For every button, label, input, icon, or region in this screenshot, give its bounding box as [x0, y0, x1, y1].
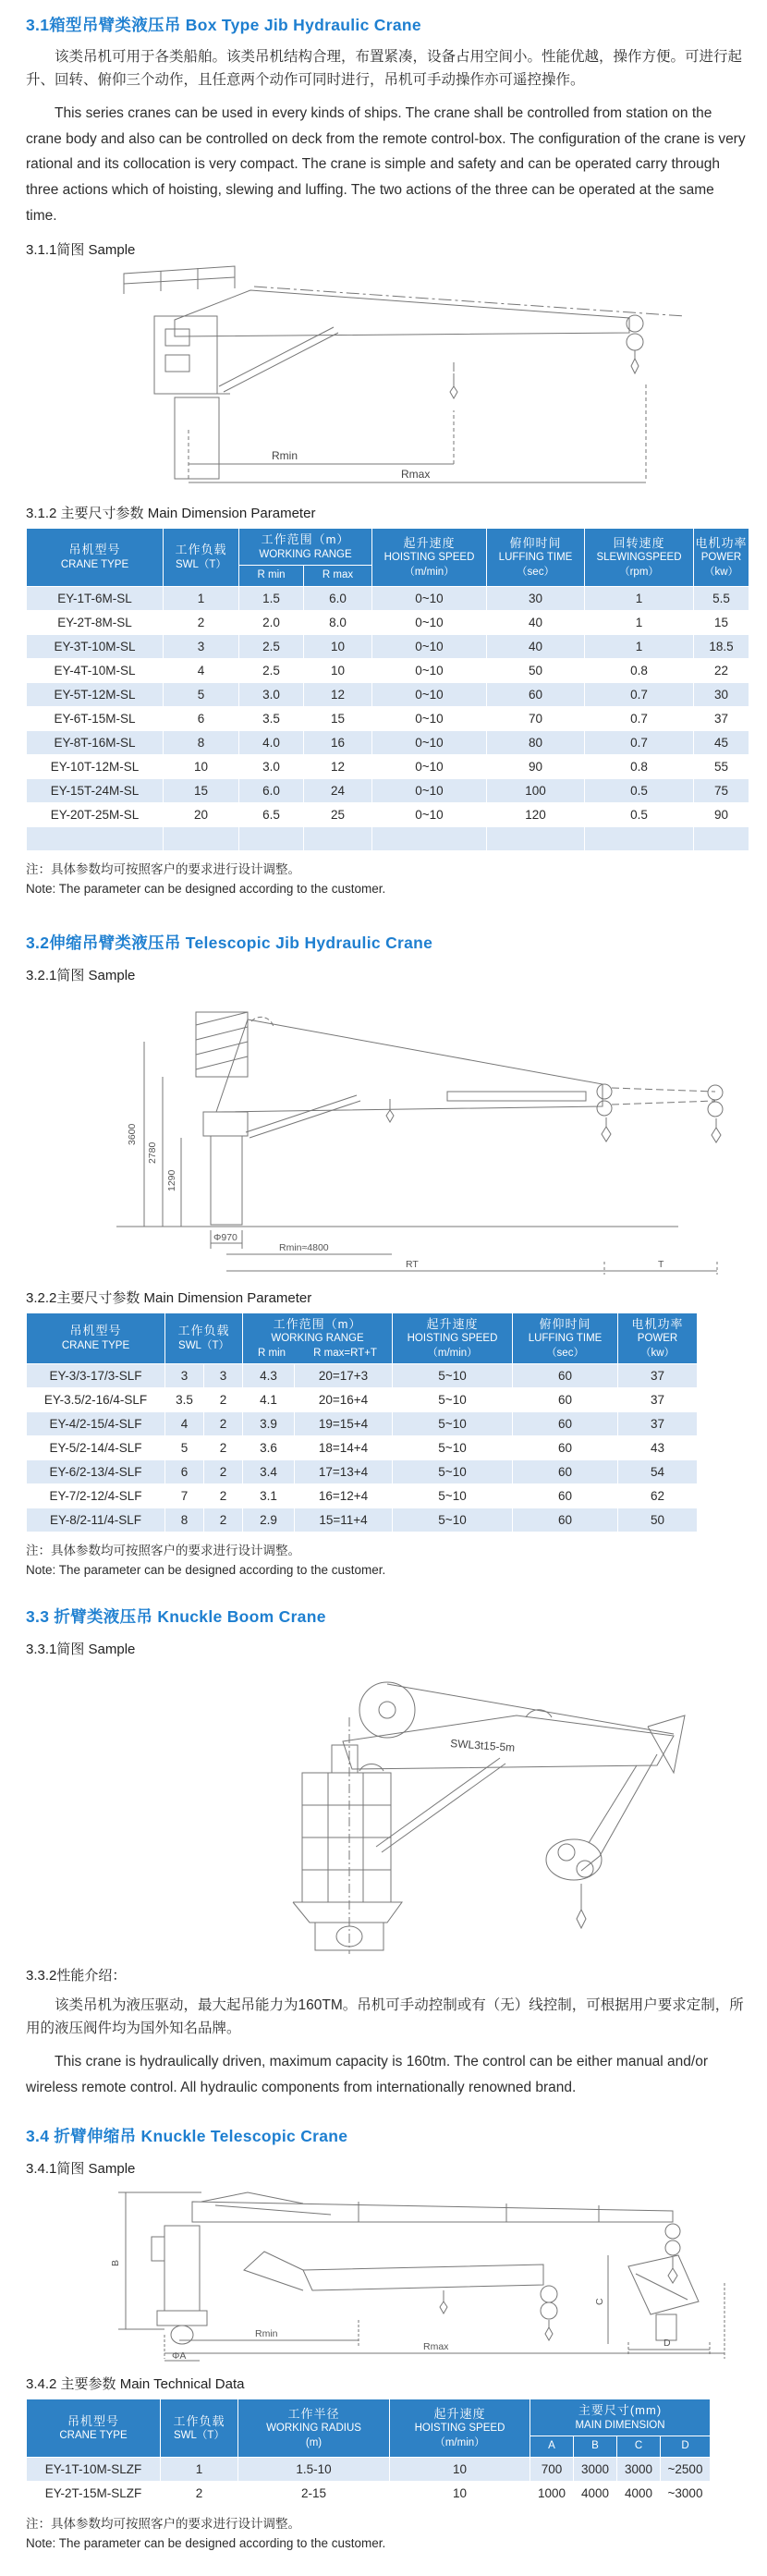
table-row [27, 778, 749, 802]
dim-label-rmin: Rmin [255, 2328, 278, 2340]
table-cell: 8 [164, 730, 239, 754]
col-r-max: R max [304, 566, 372, 587]
section-3-1-title: 3.1箱型吊臂类液压吊 Box Type Jib Hydraulic Crane [26, 16, 421, 34]
table-cell: 1 [161, 2457, 238, 2481]
table-row [27, 682, 749, 706]
table-cell: 80 [487, 730, 585, 754]
mini-hook [386, 1099, 394, 1122]
table-cell: 100 [487, 778, 585, 802]
pedestal [211, 1136, 242, 1225]
col-working-range: 工作范围（m） WORKING RANGE R min R max=RT+T [243, 1312, 393, 1364]
table-cell: 12 [304, 682, 372, 706]
table-cell: 15=11+4 [295, 1508, 393, 1532]
table-cell: 3000 [617, 2457, 661, 2481]
table-cell: 3.9 [243, 1412, 295, 1436]
dim-label-rmin: Rmin [272, 449, 298, 463]
table-cell: 7 [165, 1484, 204, 1508]
table-cell: 3 [165, 1364, 204, 1388]
table-row [27, 706, 749, 730]
table-cell: EY-5/2-14/4-SLF [27, 1436, 165, 1460]
table-header [27, 529, 749, 587]
table-row [27, 586, 749, 610]
table-cell: 2-15 [238, 2481, 390, 2505]
mini-hook [450, 373, 457, 398]
col-main-dimension: 主要尺寸(mm) MAIN DIMENSION [530, 2399, 711, 2436]
table-cell: 40 [487, 634, 585, 658]
dim-label-d: D [664, 2338, 671, 2350]
table-cell: EY-10T-12M-SL [27, 754, 164, 778]
table-cell: 0.7 [585, 730, 694, 754]
table-cell: 3.5 [165, 1388, 204, 1412]
note-en: Note: The parameter can be designed according to the customer. [26, 881, 386, 896]
table-cell: 1.5 [239, 586, 304, 610]
table-cell: EY-4T-10M-SL [27, 658, 164, 682]
table-cell: 24 [304, 778, 372, 802]
table-cell: 1000 [530, 2481, 574, 2505]
jib-arm-inner [589, 1765, 637, 1843]
section-3-3-performance-label: 3.3.2性能介绍： [26, 1967, 127, 1984]
table-cell: 0~10 [372, 754, 487, 778]
table-body [27, 2457, 711, 2505]
dim-label-rmin: Rmin≈4800 [279, 1241, 329, 1253]
table-row [27, 1364, 698, 1388]
table-cell: 0~10 [372, 682, 487, 706]
knuckle-boom-crane-diagram [82, 1662, 692, 1954]
note [26, 1542, 749, 1581]
table-cell: 90 [487, 754, 585, 778]
table-cell: 19=15+4 [295, 1412, 393, 1436]
table-cell: 90 [694, 802, 749, 826]
section-3-4-sample-label: 3.4.1简图 Sample [26, 2161, 136, 2178]
table-cell: 10 [304, 634, 372, 658]
col-crane-type: 吊机型号 CRANE TYPE [27, 2399, 161, 2458]
table-cell: 3 [164, 634, 239, 658]
table-cell: 0~10 [372, 610, 487, 634]
table-cell: 30 [694, 682, 749, 706]
hook [577, 1910, 586, 1928]
table-cell: 0~10 [372, 586, 487, 610]
luffing-cylinder [224, 333, 338, 392]
box-crane-parameter-table [26, 528, 749, 851]
table-cell: 37 [618, 1364, 698, 1388]
table-cell: 60 [513, 1388, 618, 1412]
note-zh: 注：具体参数均可按照客户的要求进行设计调整。 [26, 861, 300, 876]
table-row [27, 826, 749, 850]
pedestal [164, 2226, 200, 2311]
table-cell: 3.0 [239, 682, 304, 706]
hook [631, 350, 639, 373]
table-cell: 8.0 [304, 610, 372, 634]
col-luffing-time: 俯仰时间 LUFFING TIME （sec） [513, 1312, 618, 1364]
table-cell: 15 [694, 610, 749, 634]
table-cell: EY-8/2-11/4-SLF [27, 1508, 165, 1532]
table-cell: EY-7/2-12/4-SLF [27, 1484, 165, 1508]
table-cell: EY-1T-6M-SL [27, 586, 164, 610]
knuckle-telescopic-crane-diagram [26, 2181, 752, 2362]
table-cell: ~3000 [661, 2481, 711, 2505]
table-cell [487, 826, 585, 850]
table-cell: 3.5 [239, 706, 304, 730]
table-cell: 3.6 [243, 1436, 295, 1460]
col-power: 电机功率 POWER （kw） [618, 1312, 698, 1364]
table-cell: 0~10 [372, 778, 487, 802]
table-body [27, 1364, 698, 1532]
table-cell: EY-8T-16M-SL [27, 730, 164, 754]
table-cell: 60 [513, 1484, 618, 1508]
table-cell: 2.5 [239, 658, 304, 682]
knuckle-telescopic-parameter-table [26, 2399, 711, 2506]
table-cell: 5~10 [393, 1436, 513, 1460]
table-cell: 1 [585, 610, 694, 634]
hook-extended [712, 1118, 721, 1142]
table-body [27, 586, 749, 850]
table-cell: 2 [161, 2481, 238, 2505]
section-3-1-paragraph-zh: 该类吊机可用于各类船舶。该类吊机结构合理，布置紧凑，设备占用空间小。性能优越，操作方便。可进行起升、回转、俯仰三个动作，且任意两个动作可同时进行，吊机可手动操作亦可遥控操作。 [26, 49, 743, 89]
table-cell: 4.3 [243, 1364, 295, 1388]
jib-arm-outer [581, 1754, 657, 1871]
telescopic-crane-parameter-table [26, 1312, 698, 1533]
table-cell: 6.0 [304, 586, 372, 610]
box-jib-crane-diagram [36, 262, 738, 492]
table-cell: EY-3T-10M-SL [27, 634, 164, 658]
table-cell: 4000 [617, 2481, 661, 2505]
table-cell: 62 [618, 1484, 698, 1508]
table-cell: 5~10 [393, 1412, 513, 1436]
table-cell: 0~10 [372, 706, 487, 730]
note-zh: 注：具体参数均可按照客户的要求进行设计调整。 [26, 2516, 300, 2531]
table-cell: 0~10 [372, 730, 487, 754]
table-cell: 37 [694, 706, 749, 730]
table-cell: 43 [618, 1436, 698, 1460]
table-row [27, 802, 749, 826]
table-cell: 0~10 [372, 634, 487, 658]
table-cell: EY-1T-10M-SLZF [27, 2457, 161, 2481]
col-r-min: R min [239, 566, 304, 587]
boom [216, 1019, 603, 1112]
table-cell: 2 [204, 1508, 243, 1532]
table-cell: 5~10 [393, 1364, 513, 1388]
table-cell: 50 [618, 1508, 698, 1532]
table-cell: 10 [390, 2457, 530, 2481]
table-cell: 2 [204, 1460, 243, 1484]
table-row [27, 1460, 698, 1484]
col-crane-type: 吊机型号 CRANE TYPE [27, 1312, 165, 1364]
col-power: 电机功率 POWER （kw） [694, 529, 749, 587]
table-cell: 4 [165, 1412, 204, 1436]
section-3-4-table-label: 3.4.2 主要参数 Main Technical Data [26, 2376, 245, 2393]
table-cell: 16 [304, 730, 372, 754]
table-cell: 1 [164, 586, 239, 610]
extended-boom [192, 2202, 673, 2222]
table-cell: EY-20T-25M-SL [27, 802, 164, 826]
dim-label-rmax: Rmax [401, 468, 431, 482]
table-cell [164, 826, 239, 850]
dim-label-rt: RT [406, 1258, 419, 1270]
dim-label-2780: 2780 [147, 1141, 158, 1164]
dim-label-b: B [110, 2260, 121, 2267]
table-cell: EY-5T-12M-SL [27, 682, 164, 706]
col-dim-a: A [530, 2436, 574, 2458]
table-cell: 5.5 [694, 586, 749, 610]
table-row [27, 610, 749, 634]
table-cell: EY-15T-24M-SL [27, 778, 164, 802]
table-cell: 4.1 [243, 1388, 295, 1412]
dim-label-rmax: Rmax [423, 2341, 449, 2353]
table-cell: 10 [164, 754, 239, 778]
table-cell: 5 [165, 1436, 204, 1460]
note-zh: 注：具体参数均可按照客户的要求进行设计调整。 [26, 1544, 300, 1558]
table-cell: 5~10 [393, 1388, 513, 1412]
table-cell: 6 [164, 706, 239, 730]
table-cell: 70 [487, 706, 585, 730]
table-cell: 60 [513, 1460, 618, 1484]
table-row [27, 658, 749, 682]
section-3-2-sample-label: 3.2.1简图 Sample [26, 967, 136, 983]
col-luffing-time: 俯仰时间 LUFFING TIME （sec） [487, 529, 585, 587]
table-cell: 4000 [574, 2481, 617, 2505]
table-row [27, 730, 749, 754]
table-cell: 8 [165, 1508, 204, 1532]
hook-mid [545, 2320, 553, 2340]
table-cell: 60 [513, 1508, 618, 1532]
col-swl: 工作负载 SWL（T） [161, 2399, 238, 2458]
table-cell: 75 [694, 778, 749, 802]
table-cell: 60 [487, 682, 585, 706]
section-3-3-paragraph-zh: 该类吊机为液压驱动，最大起吊能力为160TM。吊机可手动控制或有（无）线控制，可根据用户要求定制，所用的液压阀件均为国外知名品牌。 [26, 1996, 744, 2037]
mid-knuckle [244, 2252, 303, 2290]
table-cell: 3.4 [243, 1460, 295, 1484]
col-dim-d: D [661, 2436, 711, 2458]
table-cell: 6 [165, 1460, 204, 1484]
table-cell: 0~10 [372, 802, 487, 826]
luffing-cylinder [250, 1101, 360, 1138]
table-cell: 18.5 [694, 634, 749, 658]
table-cell: 30 [487, 586, 585, 610]
luffing-cylinder [382, 1764, 505, 1852]
table-cell: 16=12+4 [295, 1484, 393, 1508]
dim-label-1290: 1290 [166, 1169, 177, 1191]
section-3-2-title: 3.2伸缩吊臂类液压吊 Telescopic Jib Hydraulic Crane [26, 933, 433, 952]
col-dim-c: C [617, 2436, 661, 2458]
section-3-4-title: 3.4 折臂伸缩吊 Knuckle Telescopic Crane [26, 2127, 348, 2146]
table-cell: 2 [204, 1484, 243, 1508]
col-working-range: 工作范围（m） WORKING RANGE [239, 529, 372, 566]
table-cell: 5 [164, 682, 239, 706]
table-cell: EY-2T-8M-SL [27, 610, 164, 634]
mid-boom [303, 2265, 543, 2290]
table-cell: 0.8 [585, 754, 694, 778]
boom-swl-text: SWL3t15-5m [449, 1736, 516, 1754]
table-cell: 6.5 [239, 802, 304, 826]
table-cell: 0.5 [585, 778, 694, 802]
table-cell: 60 [513, 1412, 618, 1436]
table-cell: 17=13+4 [295, 1460, 393, 1484]
table-cell: 3000 [574, 2457, 617, 2481]
table-cell: 45 [694, 730, 749, 754]
hook-main [602, 1117, 611, 1141]
table-cell: 1 [585, 634, 694, 658]
mini-hook [440, 2290, 447, 2314]
table-cell: 20=16+4 [295, 1388, 393, 1412]
dim-label-3600: 3600 [127, 1123, 138, 1145]
table-cell: 54 [618, 1460, 698, 1484]
table-cell: 2.9 [243, 1508, 295, 1532]
table-cell: 0.7 [585, 706, 694, 730]
table-cell: 2 [204, 1388, 243, 1412]
col-dim-b: B [574, 2436, 617, 2458]
dim-label-c: C [594, 2298, 605, 2306]
note [26, 861, 749, 899]
note-en: Note: The parameter can be designed according to the customer. [26, 1563, 386, 1578]
dim-label-phia: ΦA [172, 2350, 187, 2362]
table-cell: EY-3.5/2-16/4-SLF [27, 1388, 165, 1412]
col-crane-type: 吊机型号 CRANE TYPE [27, 529, 164, 587]
section-3-3-title: 3.3 折臂类液压吊 Knuckle Boom Crane [26, 1606, 326, 1626]
table-row [27, 1388, 698, 1412]
table-cell: 18=14+4 [295, 1436, 393, 1460]
col-hoisting-speed: 起升速度 HOISTING SPEED （m/min） [372, 529, 487, 587]
note-en: Note: The parameter can be designed according to the customer. [26, 2535, 386, 2550]
table-cell: 12 [304, 754, 372, 778]
table-cell [304, 826, 372, 850]
table-cell [27, 826, 164, 850]
table-cell: 25 [304, 802, 372, 826]
table-cell: 20=17+3 [295, 1364, 393, 1388]
table-cell [694, 826, 749, 850]
table-cell: 55 [694, 754, 749, 778]
hook-extended [668, 2257, 677, 2283]
table-cell: 2.5 [239, 634, 304, 658]
table-header [27, 1312, 698, 1364]
table-cell: 3 [204, 1364, 243, 1388]
table-cell: 4 [164, 658, 239, 682]
table-cell: 0.8 [585, 658, 694, 682]
table-header [27, 2399, 711, 2458]
table-cell: 700 [530, 2457, 574, 2481]
table-row [27, 2481, 711, 2505]
section-3-3-sample-label: 3.3.1简图 Sample [26, 1641, 136, 1657]
table-cell: 1.5-10 [238, 2457, 390, 2481]
folded-boom [628, 2255, 699, 2314]
table-cell: EY-4/2-15/4-SLF [27, 1412, 165, 1436]
table-cell: ~2500 [661, 2457, 711, 2481]
boom [175, 290, 629, 336]
table-row [27, 1508, 698, 1532]
col-swl: 工作负载 SWL（T） [164, 529, 239, 587]
section-3-1-sample-label: 3.1.1简图 Sample [26, 242, 136, 259]
table-cell: 15 [304, 706, 372, 730]
table-cell: 22 [694, 658, 749, 682]
table-cell: EY-3/3-17/3-SLF [27, 1364, 165, 1388]
col-working-radius: 工作半径 WORKING RADIUS (m) [238, 2399, 390, 2458]
table-cell: 4.0 [239, 730, 304, 754]
table-cell: 1 [585, 586, 694, 610]
dim-label-t: T [658, 1258, 664, 1270]
table-cell: 10 [390, 2481, 530, 2505]
col-swl: 工作负载 SWL（T） [165, 1312, 243, 1364]
table-cell [585, 826, 694, 850]
base-flange [293, 1902, 402, 1923]
pedestal [175, 397, 219, 479]
table-cell: 5~10 [393, 1484, 513, 1508]
table-cell: EY-2T-15M-SLZF [27, 2481, 161, 2505]
table-row [27, 1484, 698, 1508]
table-cell: 10 [304, 658, 372, 682]
knuckle-link [648, 1715, 685, 1773]
section-3-1-paragraph-en: This series cranes can be used in every kinds of ships. The crane shall be controlled from station on the crane body and also can be controlled on deck from the remote control-box. The configuration of the crane is very rational and its collocation is very compact. The crane is simple and safety and can be operated carry through three actions which of hoisting, slewing and luffing. The two actions of the three can be operated at the same time. [26, 105, 746, 224]
table-cell: 5~10 [393, 1508, 513, 1532]
table-cell: 3.0 [239, 754, 304, 778]
table-cell: 0.7 [585, 682, 694, 706]
section-3-3-paragraph-en: This crane is hydraulically driven, maximum capacity is 160tm. The control can be either manual and/or wireless remote control. All hydraulic components from internationally renowned brand. [26, 2054, 709, 2095]
col-slewing-speed: 回转速度 SLEWINGSPEED （rpm） [585, 529, 694, 587]
table-cell: 37 [618, 1388, 698, 1412]
table-cell: 2.0 [239, 610, 304, 634]
col-hoisting-speed: 起升速度 HOISTING SPEED （m/min） [390, 2399, 530, 2458]
note [26, 2515, 749, 2554]
table-row [27, 634, 749, 658]
top-sheave [359, 1682, 415, 1738]
col-hoisting-speed: 起升速度 HOISTING SPEED （m/min） [393, 1312, 513, 1364]
table-cell: 2 [164, 610, 239, 634]
table-cell: 60 [513, 1364, 618, 1388]
section-3-1-table-label: 3.1.2 主要尺寸参数 Main Dimension Parameter [26, 506, 316, 522]
table-cell: 50 [487, 658, 585, 682]
telescopic-jib-crane-diagram [31, 988, 743, 1276]
table-row [27, 2457, 711, 2481]
table-cell: 40 [487, 610, 585, 634]
table-cell: 20 [164, 802, 239, 826]
table-cell: EY-6/2-13/4-SLF [27, 1460, 165, 1484]
table-cell: 15 [164, 778, 239, 802]
table-cell [372, 826, 487, 850]
table-cell: 0~10 [372, 658, 487, 682]
table-row [27, 1412, 698, 1436]
table-cell: 5~10 [393, 1460, 513, 1484]
table-cell: 2 [204, 1436, 243, 1460]
table-row [27, 754, 749, 778]
table-cell: 2 [204, 1412, 243, 1436]
table-cell: 60 [513, 1436, 618, 1460]
table-row [27, 1436, 698, 1460]
table-cell: 0.5 [585, 802, 694, 826]
table-cell: 37 [618, 1412, 698, 1436]
table-cell [239, 826, 304, 850]
section-3-2-table-label: 3.2.2主要尺寸参数 Main Dimension Parameter [26, 1289, 312, 1306]
table-cell: 120 [487, 802, 585, 826]
dim-label-dia: Φ970 [213, 1231, 237, 1243]
table-cell: 6.0 [239, 778, 304, 802]
table-cell: 3.1 [243, 1484, 295, 1508]
table-cell: EY-6T-15M-SL [27, 706, 164, 730]
